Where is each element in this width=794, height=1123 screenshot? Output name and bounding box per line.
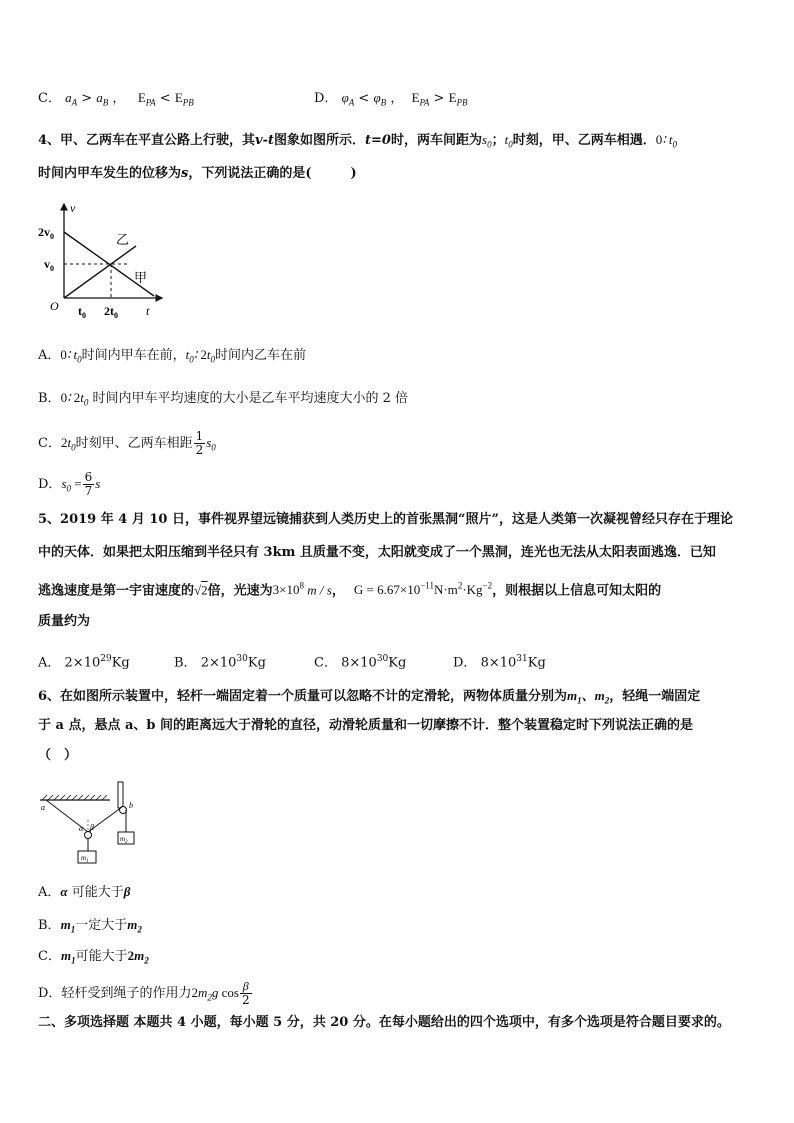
- q4-option-c: C．$2t_0$时刻甲、乙两车相距 $\frac{1}{2}$ $s_0$: [38, 429, 216, 457]
- label-jia: 甲: [134, 270, 148, 285]
- q3-option-d: D． $\varphi_A < \varphi_B$ ， $E_{PA} > E_{PB}$: [314, 90, 468, 108]
- q4-stem-line2: 时间内甲车发生的位移为s，下列说法正确的是( ): [38, 166, 357, 181]
- label-beta: β: [90, 823, 94, 832]
- q5-option-d: D． $8\times 10^{31}Kg$: [453, 654, 546, 671]
- q6-stem-line3: （ ）: [38, 748, 78, 763]
- section-2-heading: 二、多项选择题 本题共 4 小题，每小题 5 分，共 20 分。在每小题给出的四个选项中，有多个选项是符合题目要求的。: [38, 1015, 730, 1030]
- q5-option-c: C． $8\times 10^{30}Kg$: [314, 654, 407, 671]
- line-yi: [64, 246, 136, 298]
- label-a: a: [41, 803, 45, 812]
- q6-stem-line2: 于 a 点，悬点 a、b 间的距离远大于滑轮的直径，动滑轮质量和一切摩擦不计．整个装置稳定时下列说法正确的是: [38, 718, 694, 733]
- light-rod: [118, 782, 123, 808]
- q6-pulley-figure: [38, 780, 142, 870]
- tick-2t0: $2t_0$: [104, 304, 118, 320]
- label-yi: 乙: [116, 232, 130, 247]
- tick-t0: $t_0$: [78, 304, 86, 320]
- q6-option-b: B．$m_1$一定大于$m_2$: [38, 917, 142, 935]
- q6-option-a: A．α 可能大于β: [38, 884, 131, 900]
- label-alpha: α: [79, 824, 84, 833]
- q5-stem-line3: 逃逸速度是第一宇宙速度的√2倍，光速为$3\times 10^8$ m / s， $G = 6.67\times 10^{-11}N\cdot m^2\cdot Kg^{-2}$，则根据以上信息可知太阳的: [38, 581, 662, 599]
- label-b: b: [129, 801, 133, 810]
- q4-option-a: A．0∶ $t_0$时间内甲车在前，$t_0∶$ $2t_0$时间内乙车在前: [38, 347, 307, 365]
- q3-option-c: C． $a_A > a_B$ ， $E_{PA} < E_{PB}$: [38, 90, 194, 108]
- t-axis-label: t: [146, 304, 150, 318]
- moving-pulley: [85, 832, 92, 839]
- origin-label: O: [50, 299, 59, 313]
- q5-stem-line2: 中的天体．如果把太阳压缩到半径只有 3km 且质量不变，太阳就变成了一个黑洞，连光也无法从太阳表面逃逸．已知: [38, 545, 716, 560]
- ceiling-hatch: [42, 795, 107, 800]
- tick-v0: $v_0$: [44, 257, 54, 273]
- label-m1: $m_1$: [81, 854, 89, 864]
- q6-stem-line1: 6、在如图所示装置中，轻杆一端固定着一个质量可以忽略不计的定滑轮，两物体质量分别为$m_1$、$m_2$，轻绳一端固定: [38, 688, 701, 706]
- q4-stem-line1: 4、甲、乙两车在平直公路上行驶，其v-t图象如图所示．t=0时，两车间距为$s_0$；$t_0$时刻，甲、乙两车相遇．0∶ $t_0$: [38, 132, 677, 150]
- q6-option-d: D．轻杆受到绳子的作用力$2m_2g$ cos $\frac{\beta}{2}$: [38, 979, 250, 1007]
- q4-option-b: B．0∶ $2t_0$ 时间内甲车平均速度的大小是乙车平均速度大小的 2 倍: [38, 390, 409, 408]
- label-m2: $m_2$: [120, 835, 128, 845]
- v-axis-label: v: [70, 201, 76, 215]
- q5-stem-line1: 5、2019 年 4 月 10 日，事件视界望远镜捕获到人类历史上的首张黑洞“照片”，这是人类第一次凝视曾经只存在于理论: [38, 512, 733, 527]
- q4-vt-graph: [36, 198, 166, 322]
- q4-option-d: D．$s_0$ = $\frac{6}{7}$ s: [38, 470, 101, 498]
- tick-2v0: $2v_0$: [38, 225, 54, 241]
- q5-option-a: A． $2\times 10^{29}Kg$: [38, 654, 130, 671]
- q5-stem-line4: 质量约为: [38, 614, 91, 629]
- q6-option-c: C．$m_1$可能大于$2m_2$: [38, 948, 149, 966]
- q5-option-b: B． $2\times 10^{30}Kg$: [174, 654, 266, 671]
